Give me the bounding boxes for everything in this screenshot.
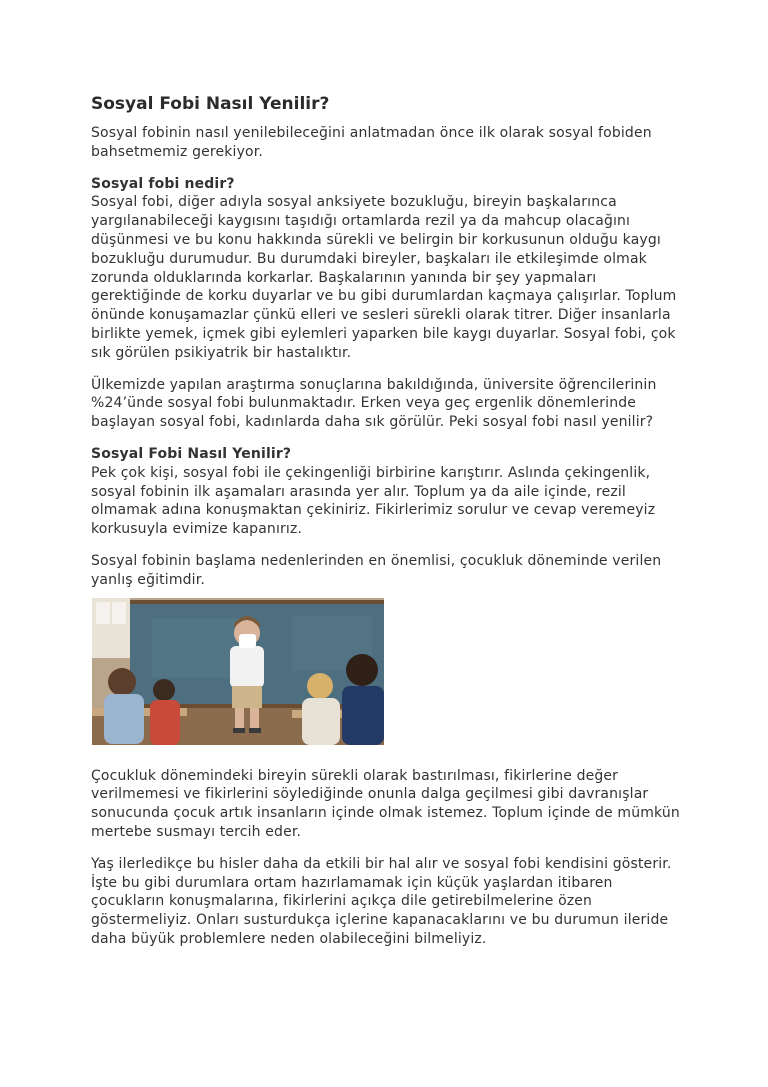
stats-paragraph: Ülkemizde yapılan araştırma sonuçlarına bakıldığında, üniversite öğrencilerinin %24’ünde sosyal fobi bulunmaktadır. Erken veya geç ergenlik dönemlerinde başlayan sosyal fobi, kadınlarda daha sık görülür. Peki sosyal fobi nasıl yenilir? [91,376,657,431]
childhood-paragraph: Sosyal fobinin başlama nedenlerinden en önemlisi, çocukluk döneminde verilen yanlış eğitimdir. [91,552,662,588]
document-page [91,92,683,962]
page-title: Sosyal Fobi Nasıl Yenilir? [91,94,330,114]
section-body-how-to-overcome: Pek çok kişi, sosyal fobi ile çekingenliği birbirine karıştırır. Aslında çekingenlik, sosyal fobinin ilk aşamaları arasında yer alır. Toplum ya da aile içinde, rezil olmamak adına konuşmaktan çekiniriz. Fikirlerimiz sorulur ve cevap veremeyiz korkusuyla evimize kapanırız. [91,464,656,538]
section-heading-what-is: Sosyal fobi nedir? [91,175,235,192]
section-how-to-overcome [91,445,683,539]
section-heading-how-to-overcome: Sosyal Fobi Nasıl Yenilir? [91,445,292,462]
age-paragraph: Yaş ilerledikçe bu hisler daha da etkili bir hal alır ve sosyal fobi kendisini gösterir. İşte bu gibi durumlara ortam hazırlamamak için küçük yaşlardan itibaren çocukların konuşmalarına, fikirlerini açıkça dile getirebilmelerine özen göstermeliyiz. Onları susturdukça içlerine kapanacaklarını ve bu durumun ileride daha büyük problemlere neden olabileceğini bilmeliyiz. [91,855,672,947]
classroom-photo [92,598,384,745]
section-body-what-is: Sosyal fobi, diğer adıyla sosyal anksiyete bozukluğu, bireyin başkalarınca yargılanabileceği kaygısını taşıdığı ortamlarda rezil ya da mahcup olacağını düşünmesi ve bu konu hakkında sürekli ve belirgin bir korkusunun olduğu kaygı bozukluğu durumudur. Bu durumdaki bireyler, başkaları ile etkileşimde olmak zorunda olduklarında korkarlar. Başkalarının yanında bir şey yapmaları gerektiğinde de korku duyarlar ve bu gibi durumlardan kaçmaya çalışırlar. Toplum önünde konuşamazlar çünkü elleri ve sesleri sürekli olarak titrer. Diğer insanlarla birlikte yemek, içmek gibi eylemleri yaparken bile kaygı duyarlar. Sosyal fobi, çok sık görülen psikiyatrik bir hastalıktır. [91,194,677,361]
section-what-is [91,175,683,363]
suppression-paragraph: Çocukluk dönemindeki bireyin sürekli olarak bastırılması, fikirlerine değer verilmemesi ve fikirlerini söylediğinde onunla dalga geçilmesi gibi davranışlar sonucunda çocuk artık insanların içinde olmak istemez. Toplum içinde de mümkün mertebe susmayı tercih eder. [91,767,680,840]
intro-paragraph: Sosyal fobinin nasıl yenilebileceğini anlatmadan önce ilk olarak sosyal fobiden bahsetmemiz gerekiyor. [91,125,652,160]
